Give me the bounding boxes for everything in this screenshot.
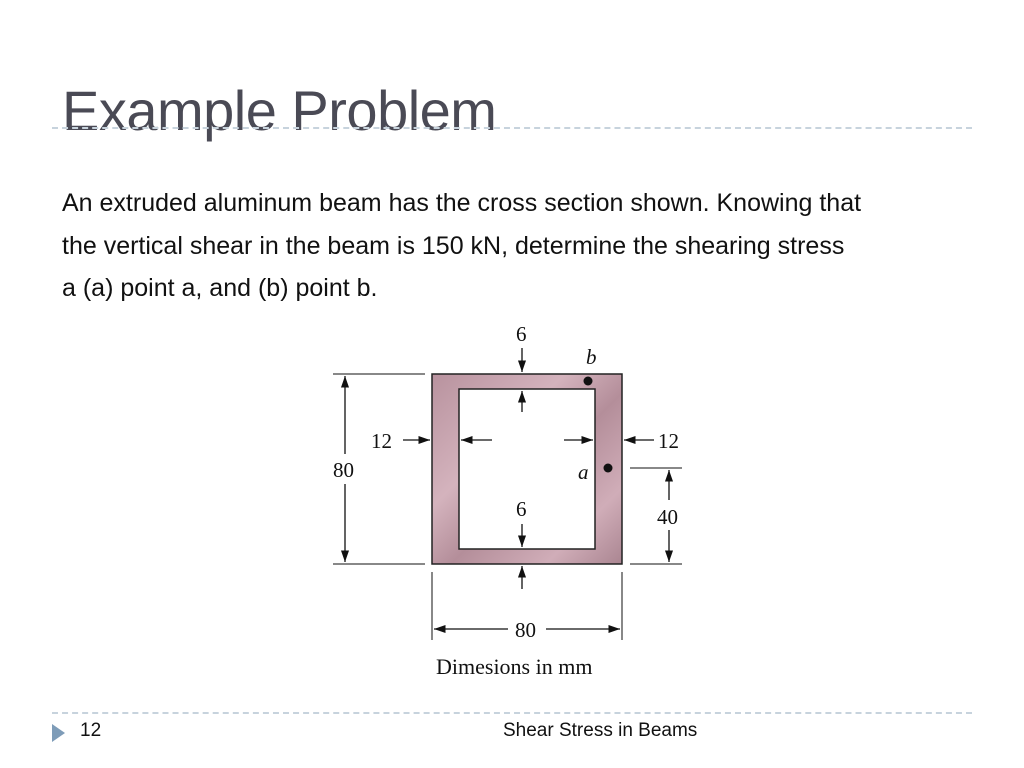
figure-caption: Dimesions in mm [436,654,593,679]
footer-title: Shear Stress in Beams [503,720,698,741]
problem-line: the vertical shear in the beam is 150 kN, determine the shearing stress [62,231,845,260]
point-a-label: a [578,460,589,484]
page-number: 12 [80,720,102,741]
footer-bullet-icon [52,724,65,742]
slide-title: Example Problem [62,79,497,142]
dim-left-wall: 12 [371,429,392,453]
footer-divider [52,712,972,714]
beam-cross-section [432,374,622,564]
dim-point-a-height: 40 [657,505,678,529]
point-a-marker [604,464,613,473]
dim-right-wall: 12 [658,429,679,453]
problem-line: a (a) point a, and (b) point b. [62,274,378,302]
dim-height: 80 [333,458,354,482]
point-b-label: b [586,345,597,369]
point-b-marker [584,377,593,386]
dim-top-thickness: 6 [516,322,527,346]
problem-line: An extruded aluminum beam has the cross section shown. Knowing that [62,189,862,217]
dim-bottom-thickness: 6 [516,497,527,521]
dim-width: 80 [515,618,536,642]
